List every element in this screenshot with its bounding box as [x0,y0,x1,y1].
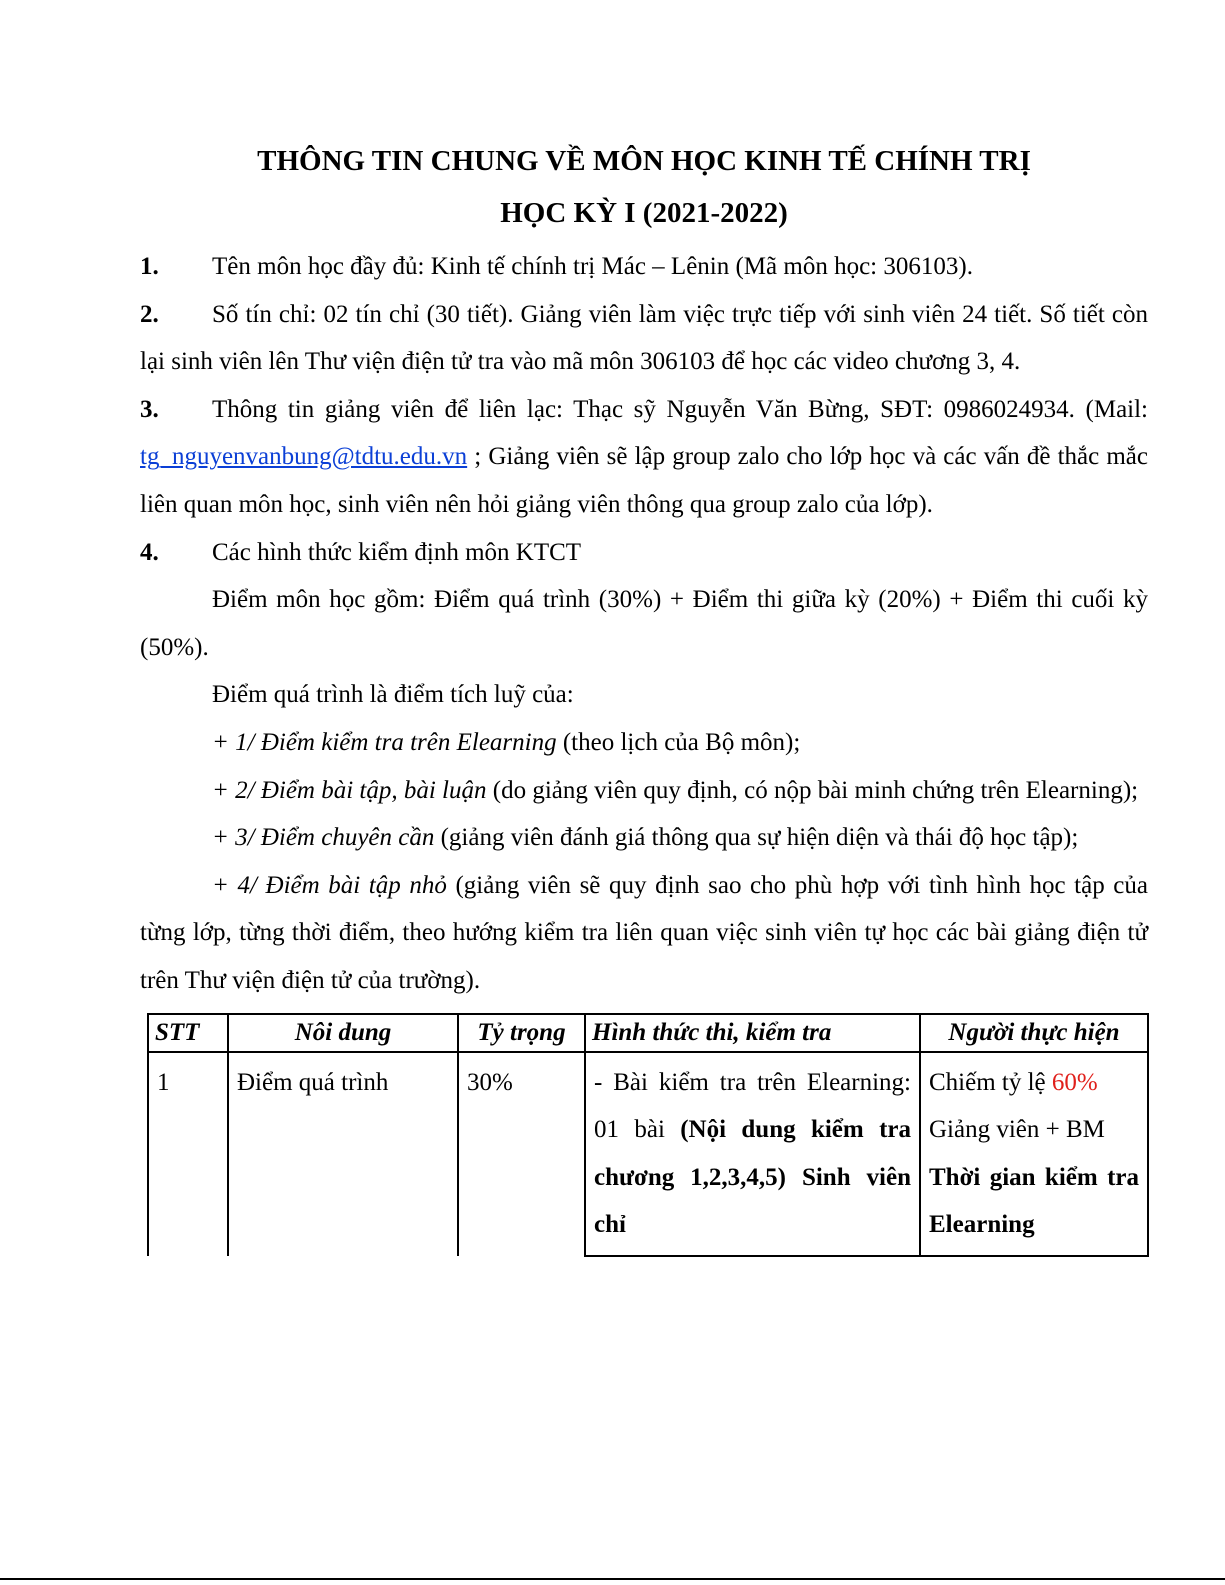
email-link[interactable]: tg_nguyenvanbung@tdtu.edu.vn [140,443,468,471]
header-content: Nôi dung [228,1014,458,1052]
item-1 [140,243,1148,291]
component-1 [140,719,1148,767]
cell-who [920,1052,1148,1256]
item-text: Tên môn học đầy đủ: Kinh tế chính trị Mác – Lênin (Mã môn học: 306103). [212,253,973,280]
mail-suffix: ; Giảng viên sẽ lập group zalo cho lớp học và các vấn đề thắc mắc liên quan môn học, sinh viên nên hỏi giảng viên thông qua group zalo của lớp). [140,443,1148,518]
item-text: Thông tin giảng viên để liên lạc: Thạc sỹ Nguyễn Văn Bừng, SĐT: 0986024934. [212,395,1075,423]
header-who: Người thực hiện [920,1014,1148,1052]
component-2 [140,767,1148,815]
header-stt: STT [148,1014,228,1052]
form-text: - Bài kiểm tra trên Elearning: 01 bài [594,1068,911,1144]
table-header-row [148,1014,1148,1052]
component-label: + 1/ Điểm kiểm tra trên Elearning [212,728,557,756]
cell-stt: 1 [148,1052,228,1256]
component-3 [140,814,1148,862]
cell-content: Điểm quá trình [228,1052,458,1256]
process-intro: Điểm quá trình là điểm tích luỹ của: [212,681,574,709]
component-note: (giảng viên đánh giá thông qua sự hiện diện và thái độ học tập); [434,824,1079,852]
item-number: 3. [140,395,159,423]
item-3 [140,386,1148,529]
item-2 [140,291,1148,386]
document-title-line2: HỌC KỲ I (2021-2022) [500,197,788,229]
table-row [148,1052,1148,1256]
item-text: Số tín chỉ: 02 tín chỉ (30 tiết). Giảng viên làm việc trực tiếp với sinh viên 24 tiết. Số tiết còn lại sinh viên lên Thư viện điện tử tra vào mã môn 306103 để học các video chương 3, 4. [140,300,1148,376]
cell-weight: 30% [458,1052,585,1256]
form-bold-text: (Nội dung kiểm tra chương 1,2,3,4,5) Sinh viên chỉ [594,1116,911,1239]
who-bold: Thời gian kiểm tra Elearning [929,1163,1139,1239]
item-number: 1. [140,253,159,280]
item-4 [140,529,1148,577]
document-title-line1: THÔNG TIN CHUNG VỀ MÔN HỌC KINH TẾ CHÍNH TRỊ [257,145,1031,177]
who-prefix: Chiếm tỷ lệ [929,1068,1052,1096]
item-text: Các hình thức kiểm định môn KTCT [212,538,582,566]
cell-form [585,1052,920,1256]
component-label: + 3/ Điểm chuyên cần [212,824,435,852]
who-line2: Giảng viên + BM [929,1116,1105,1144]
mail-prefix: (Mail: [1085,395,1149,423]
document-page [140,135,1148,1257]
assessment-table [147,1013,1149,1257]
component-label: + 4/ Điểm bài tập nhỏ [212,871,447,899]
page-bottom-rule [0,1578,1225,1580]
item-number: 2. [140,300,159,328]
score-formula: Điểm môn học gồm: Điểm quá trình (30%) + Điểm thi giữa kỳ (20%) + Điểm thi cuối kỳ (50%). [140,586,1148,661]
component-note: (giảng viên sẽ quy định sao cho phù hợp với tình hình học tập của từng lớp, từng thời điểm, theo hướng kiểm tra liên quan việc sinh viên tự học các bài giảng điện tử trên Thư viện điện tử của trường). [140,871,1149,994]
who-percentage: 60% [1051,1068,1098,1096]
header-weight: Tỷ trọng [458,1014,585,1052]
item-number: 4. [140,538,159,566]
component-note: (theo lịch của Bộ môn); [556,728,801,756]
component-4 [140,862,1148,1005]
component-label: + 2/ Điểm bài tập, bài luận [212,776,487,804]
component-note: (do giảng viên quy định, có nộp bài minh chứng trên Elearning); [486,776,1139,804]
header-form: Hình thức thi, kiểm tra [585,1014,920,1052]
